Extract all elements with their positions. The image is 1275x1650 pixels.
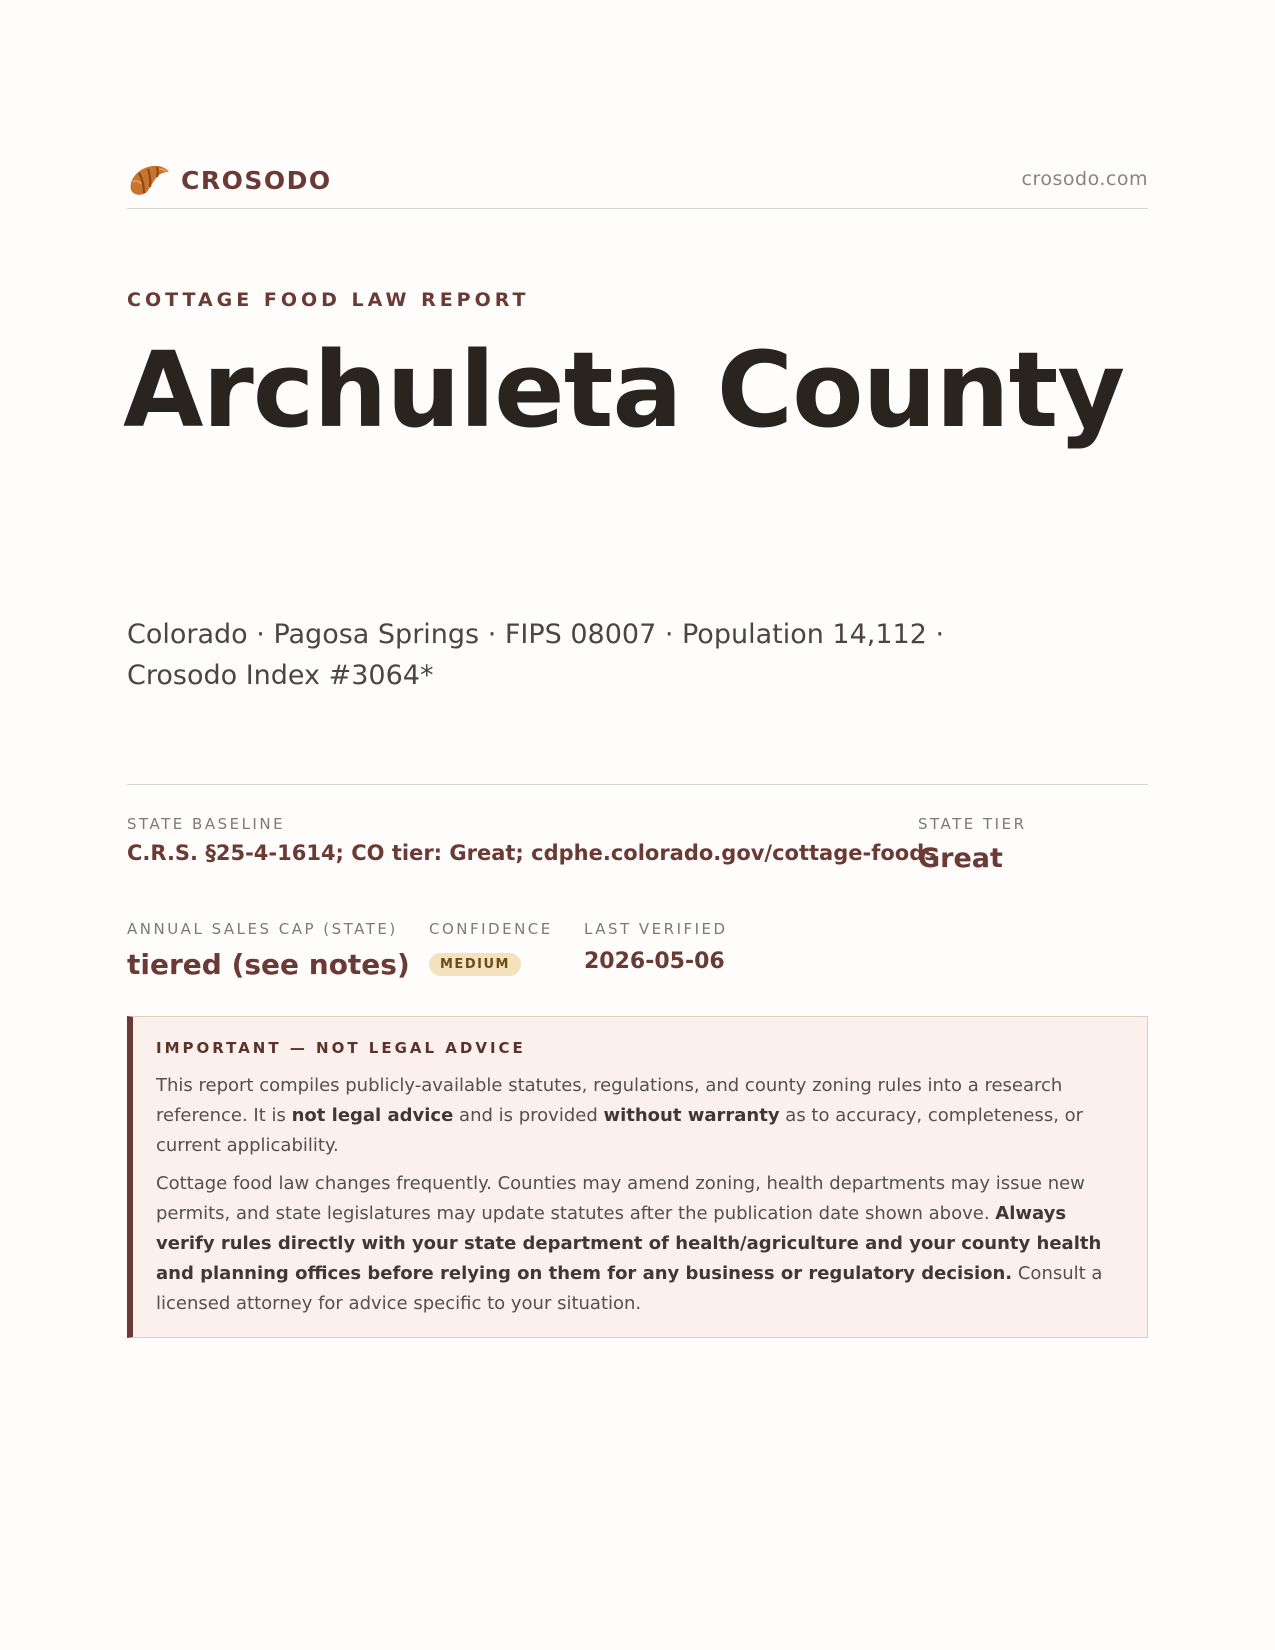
meta-divider [127,784,1148,785]
page-title: Archuleta County [123,329,1125,451]
confidence-label: CONFIDENCE [429,920,553,938]
state-tier-field [918,815,1027,874]
last-verified-field [584,920,728,974]
notice-title: IMPORTANT — NOT LEGAL ADVICE [156,1039,526,1057]
page-header [127,158,1148,210]
last-verified-label: LAST VERIFIED [584,920,728,938]
confidence-field [429,920,553,976]
notice-paragraph-2: Cottage food law changes frequently. Counties may amend zoning, health departments may issue new permits, and state legislatures may update statutes after the publication date shown above. Always verify rules directly with your state department of health/agriculture and your county health and planning offices before relying on them for any business or regulatory decision. Consult a licensed attorney for advice specific to your situation. [156,1173,1103,1314]
state-baseline-label: STATE BASELINE [127,815,286,833]
brand[interactable] [127,160,332,200]
last-verified-value: 2026-05-06 [584,949,725,974]
state-baseline-value: C.R.S. §25-4-1614; CO tier: Great; cdphe.colorado.gov/cottage-foods [127,841,937,865]
sales-cap-field [127,920,410,981]
state-tier-label: STATE TIER [918,815,1027,833]
brand-name: CROSODO [181,165,332,195]
state-tier-value: Great [918,843,1003,874]
croissant-icon [127,160,171,200]
sales-cap-value: tiered (see notes) [127,948,410,981]
county-meta: Colorado · Pagosa Springs · FIPS 08007 · Population 14,112 · Crosodo Index #3064* [127,619,945,691]
site-link[interactable]: crosodo.com [1021,168,1148,190]
sales-cap-label: ANNUAL SALES CAP (STATE) [127,920,398,938]
legal-notice [127,1016,1148,1338]
header-divider [127,208,1148,209]
report-kicker: COTTAGE FOOD LAW REPORT [127,289,530,311]
confidence-badge: MEDIUM [429,953,521,976]
state-baseline-field [127,815,937,865]
notice-paragraph-1: This report compiles publicly-available statutes, regulations, and county zoning rules into a research reference. It is not legal advice and is provided without warranty as to accuracy, completeness, or current applicability. [156,1075,1084,1156]
